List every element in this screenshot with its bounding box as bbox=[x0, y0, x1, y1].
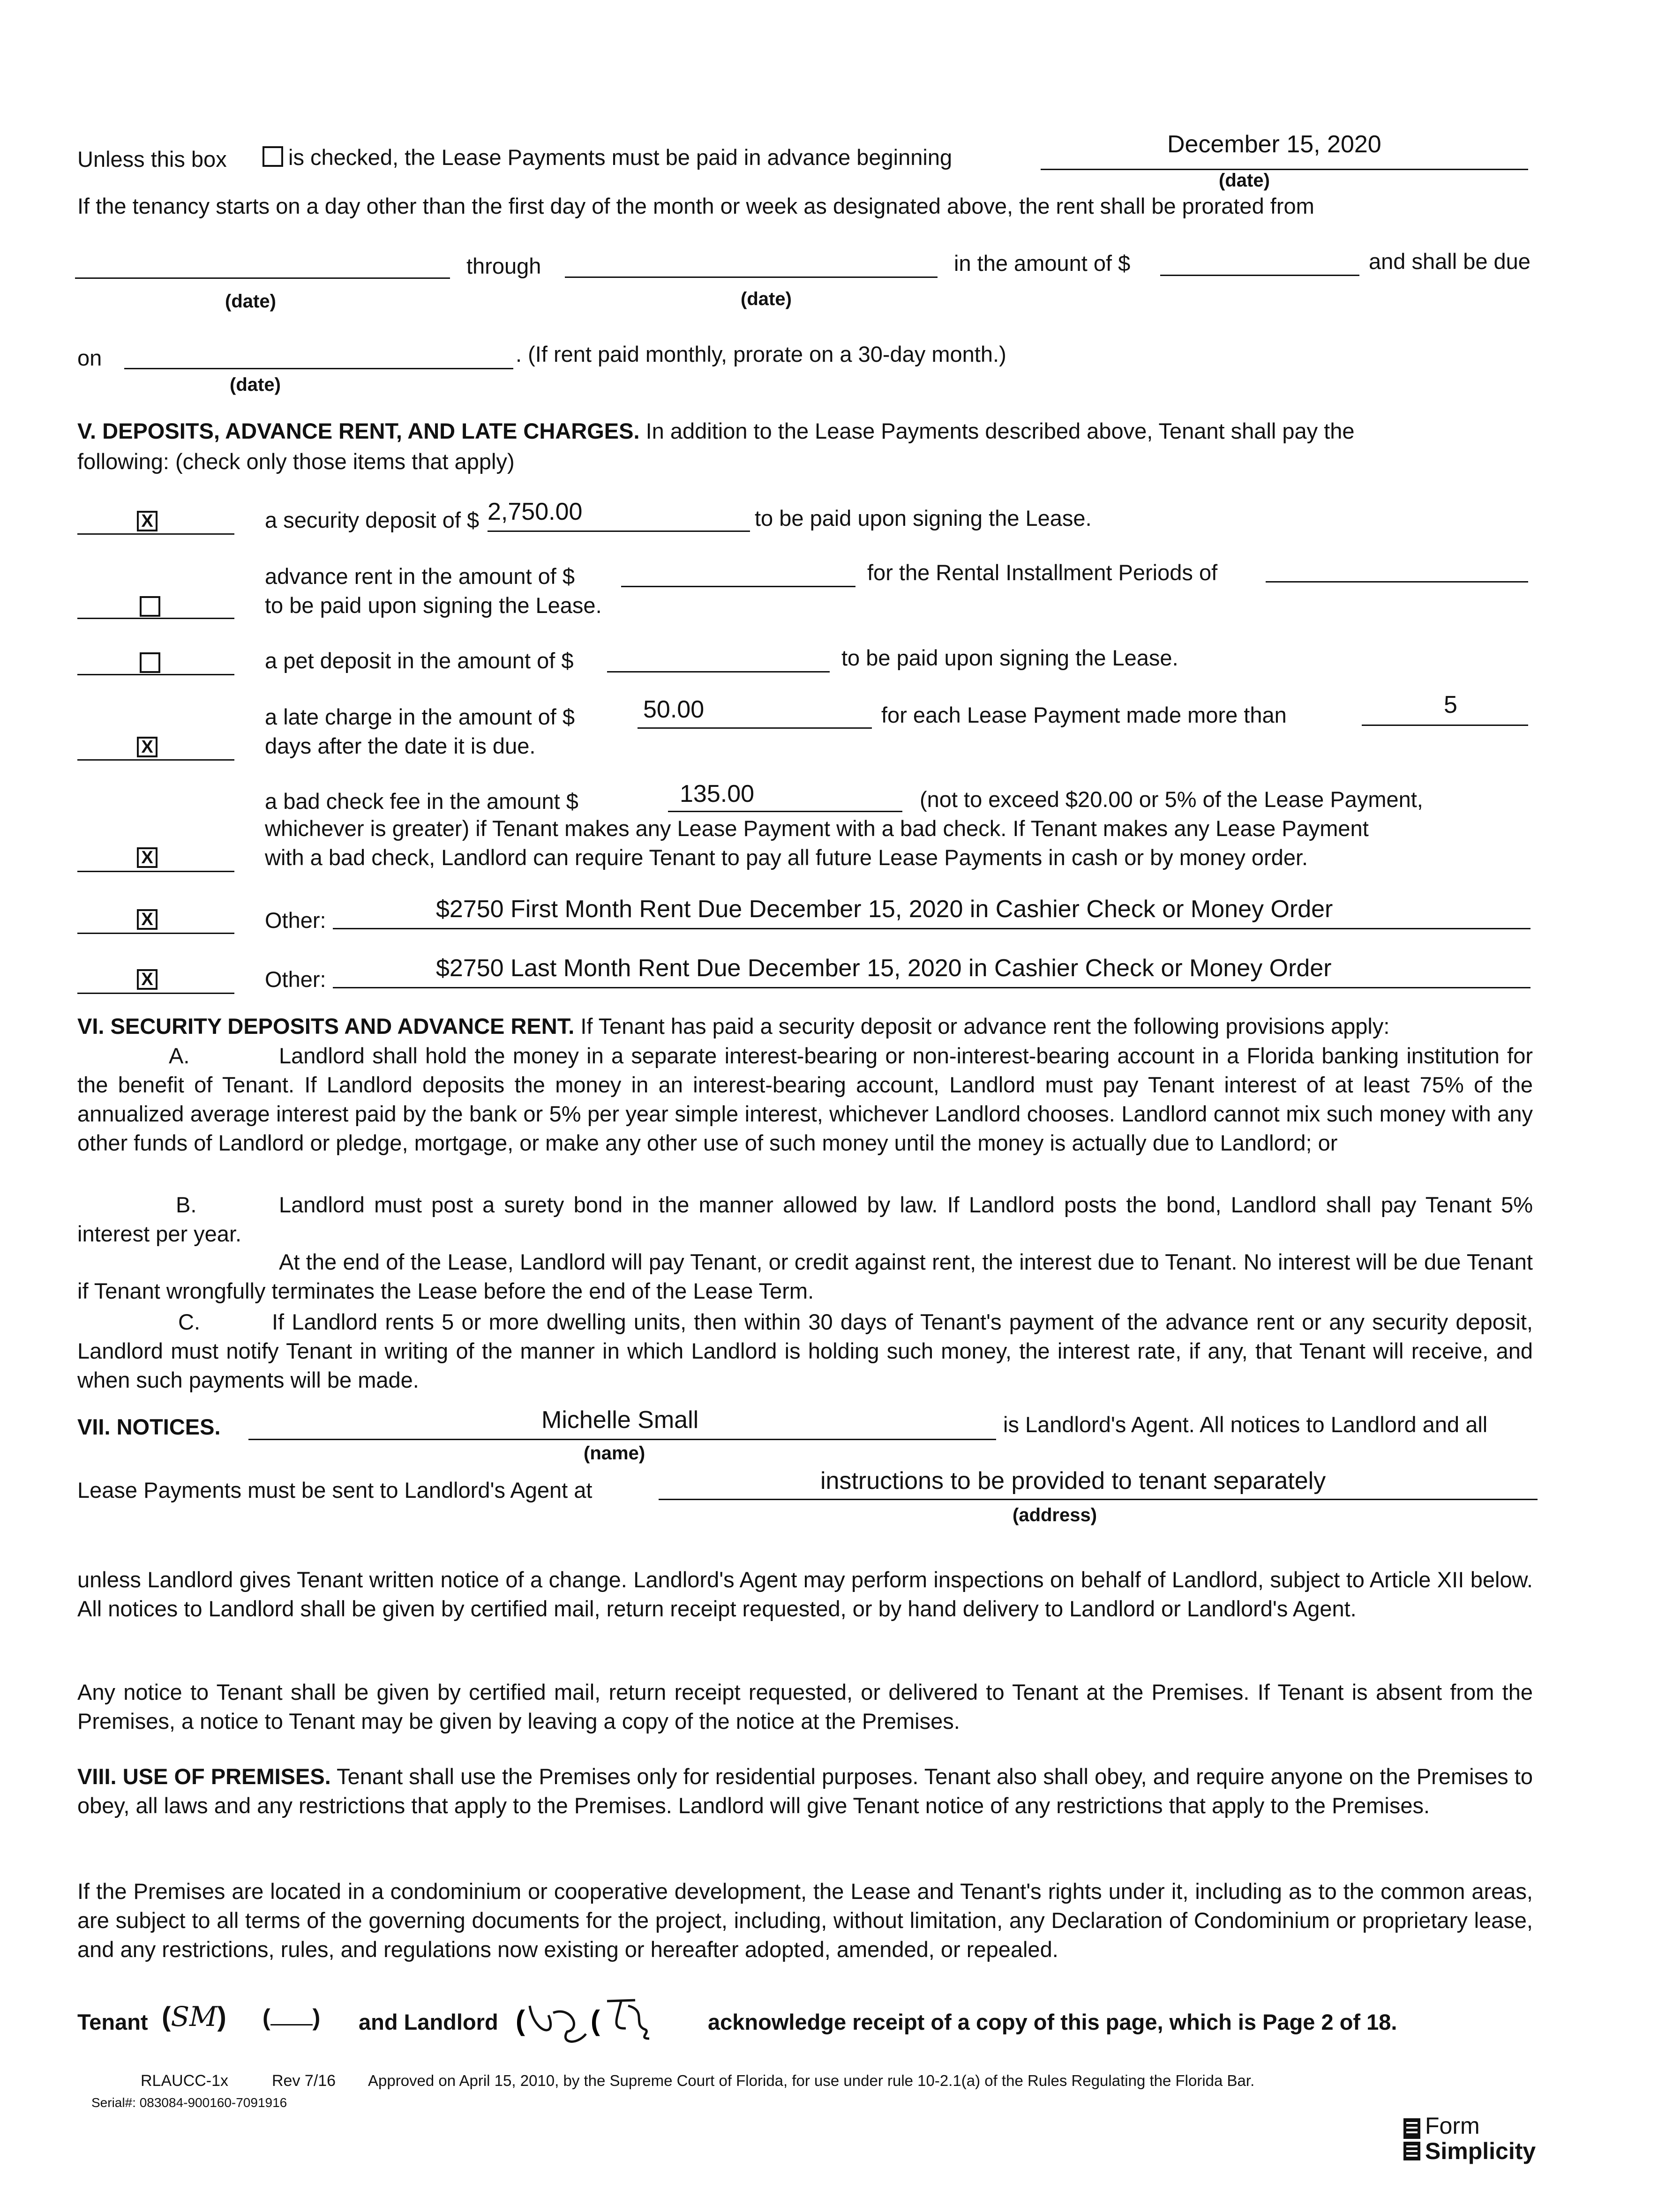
section-viii-para1 bbox=[77, 1762, 1533, 1820]
bad-check-text: a bad check fee in the amount $ bbox=[265, 789, 578, 814]
section-vii-para1: unless Landlord gives Tenant written notice of a change. Landlord's Agent may perform inspections on behalf of Landlord, subject to Article XII below. All notices to Landlord shall be given by certified mail, return receipt requested, or by hand delivery to Landlord or Landlord's Agent. bbox=[77, 1567, 1533, 1621]
section-v-line1 bbox=[77, 417, 1355, 445]
section-vi-b bbox=[77, 1190, 1533, 1248]
pet-deposit-text: a pet deposit in the amount of $ bbox=[265, 648, 574, 673]
agent-address-label: (address) bbox=[1013, 1505, 1097, 1525]
section-vi-intro: If Tenant has paid a security deposit or advance rent the following provisions apply: bbox=[580, 1014, 1390, 1039]
proration-through-date-label: (date) bbox=[741, 289, 792, 309]
bad-check-after: (not to exceed $20.00 or 5% of the Lease Payment, bbox=[920, 787, 1423, 812]
proration-text: If the tenancy starts on a day other than the first day of the month or week as designated above, the rent shall be prorated from bbox=[77, 194, 1314, 218]
late-charge-days[interactable]: 5 bbox=[1444, 691, 1457, 718]
other1-checkbox[interactable]: X bbox=[137, 909, 158, 930]
late-charge-checkbox[interactable]: X bbox=[137, 737, 158, 757]
brand-form: Form bbox=[1425, 2113, 1480, 2139]
other2-label: Other: bbox=[265, 967, 326, 992]
section-vi-a-text: Landlord shall hold the money in a separate interest-bearing or non-interest-bearing account in a Florida banking institution for the benefit of Tenant. If Landlord deposits the money in an interest-bearing account, Landlord must pay Tenant interest of at least 75% of the annualized average interest paid by the bank or 5% per year simple interest, whichever Landlord chooses. Landlord cannot mix such money with any other funds of Landlord or pledge, mortgage, or make any other use of such money until the money is actually due to Landlord; or bbox=[77, 1043, 1533, 1155]
section-vi-line1 bbox=[77, 1012, 1389, 1040]
form-approval: Approved on April 15, 2010, by the Supreme Court of Florida, for use under rule 10-2.1(a) of the Rules Regulating the Florida Bar. bbox=[368, 2072, 1255, 2089]
agent-after-name: is Landlord's Agent. All notices to Landlord and all bbox=[1003, 1412, 1488, 1437]
section-vi-b-label: B. bbox=[176, 1192, 197, 1217]
rent-start-date[interactable]: December 15, 2020 bbox=[1167, 131, 1381, 158]
bad-check-checkbox[interactable]: X bbox=[137, 847, 158, 868]
proration-due-date-label: (date) bbox=[230, 374, 281, 395]
proration-note: . (If rent paid monthly, prorate on a 30-day month.) bbox=[516, 342, 1006, 366]
tenant-initials-box[interactable]: (SM) bbox=[162, 2001, 226, 2033]
other1-value[interactable]: $2750 First Month Rent Due December 15, 2020 in Cashier Check or Money Order bbox=[436, 896, 1333, 923]
section-vii-para2: Any notice to Tenant shall be given by certified mail, return receipt requested, or delivered to Tenant at the Premises. If Tenant is absent from the Premises, a notice to Tenant may be given by leaving a copy of the notice at the Premises. bbox=[77, 1680, 1533, 1734]
tenant2-initials-box[interactable]: ( ) bbox=[263, 2004, 321, 2031]
section-v-heading: V. DEPOSITS, ADVANCE RENT, AND LATE CHARGES. bbox=[77, 418, 640, 443]
pet-deposit-after: to be paid upon signing the Lease. bbox=[841, 645, 1178, 670]
advance-rent-after: for the Rental Installment Periods of bbox=[867, 560, 1218, 585]
proration-amount-text: in the amount of $ bbox=[954, 251, 1131, 276]
security-deposit-checkbox[interactable]: X bbox=[137, 511, 158, 531]
section-vi-c-text: If Landlord rents 5 or more dwelling units, then within 30 days of Tenant's payment of the advance rent or any security deposit, Landlord must notify Tenant in writing of the manner in which Landlord is holding such money, the interest rate, if any, that Tenant will receive, and when such payments will be made. bbox=[77, 1309, 1533, 1392]
section-vi-a bbox=[77, 1041, 1533, 1158]
proration-through: through bbox=[466, 254, 541, 278]
section-viii-para1-text: Tenant shall use the Premises only for residential purposes. Tenant also shall obey, and require anyone on the Premises to obey, all laws and any restrictions that apply to the Premises. Landlord will give Tenant notice of any restrictions that apply to the Premises. bbox=[77, 1764, 1533, 1818]
bad-check-line2: whichever is greater) if Tenant makes any Lease Payment with a bad check. If Tenant makes any Lease Payment bbox=[265, 816, 1369, 841]
form-id: RLAUCC-1x bbox=[141, 2072, 229, 2090]
late-charge-text: a late charge in the amount of $ bbox=[265, 704, 575, 729]
document-stack-icon bbox=[1402, 2116, 1425, 2163]
bad-check-amount[interactable]: 135.00 bbox=[680, 780, 755, 807]
security-deposit-amount[interactable]: 2,750.00 bbox=[488, 498, 583, 525]
other2-checkbox[interactable]: X bbox=[137, 969, 158, 990]
section-vi-b-text: Landlord must post a surety bond in the manner allowed by law. If Landlord posts the bond, Landlord shall pay Tenant 5% interest per year. bbox=[77, 1192, 1533, 1246]
agent-address[interactable]: instructions to be provided to tenant separately bbox=[820, 1467, 1326, 1495]
section-vi-a-label: A. bbox=[169, 1043, 190, 1068]
svg-text:(: ( bbox=[591, 2005, 600, 2036]
ack-tenant: Tenant bbox=[77, 2010, 148, 2034]
rent-start-date-label: (date) bbox=[1219, 170, 1270, 191]
section-v-intro-a: In addition to the Lease Payments described above, Tenant shall pay the bbox=[645, 418, 1355, 443]
security-deposit-text: a security deposit of $ bbox=[265, 508, 480, 532]
tenant-initials: SM bbox=[171, 2001, 218, 2033]
ack-text: acknowledge receipt of a copy of this page, which is Page 2 of 18. bbox=[708, 2010, 1397, 2034]
brand-simplicity: Simplicity bbox=[1425, 2138, 1536, 2164]
section-vi-c-label: C. bbox=[178, 1309, 200, 1334]
landlord-initials-signature[interactable] bbox=[516, 1987, 736, 2053]
section-v-intro-b: following: (check only those items that apply) bbox=[77, 449, 515, 474]
section-viii-para2: If the Premises are located in a condominium or cooperative development, the Lease and Tenant's rights under it, including as to the common areas, are subject to all terms of the governing documents for the project, including, without limitation, any Declaration of Condominium or proprietary lease, and any restrictions, rules, and regulations now existing or hereafter adopted, amended, or repealed. bbox=[77, 1879, 1533, 1962]
late-charge-after: for each Lease Payment made more than bbox=[881, 702, 1287, 727]
other2-value[interactable]: $2750 Last Month Rent Due December 15, 2020 in Cashier Check or Money Order bbox=[436, 955, 1332, 982]
proration-on: on bbox=[77, 345, 102, 370]
rent-start-text-after: is checked, the Lease Payments must be paid in advance beginning bbox=[288, 145, 953, 170]
section-vi-c bbox=[77, 1308, 1533, 1395]
proration-from-date-label: (date) bbox=[225, 291, 276, 312]
agent-name-label: (name) bbox=[584, 1443, 645, 1464]
rent-start-text-before: Unless this box bbox=[77, 147, 227, 172]
serial-number: Serial#: 083084-900160-7091916 bbox=[91, 2095, 287, 2110]
advance-payment-checkbox[interactable] bbox=[263, 146, 283, 167]
section-vi-heading: VI. SECURITY DEPOSITS AND ADVANCE RENT. bbox=[77, 1014, 575, 1039]
proration-due-text: and shall be due bbox=[1369, 249, 1530, 274]
other1-label: Other: bbox=[265, 908, 326, 933]
bad-check-line3: with a bad check, Landlord can require Tenant to pay all future Lease Payments in cash or by money order. bbox=[265, 845, 1308, 870]
section-viii-heading: VIII. USE OF PREMISES. bbox=[77, 1764, 331, 1789]
svg-text:(: ( bbox=[516, 2005, 525, 2036]
pet-deposit-checkbox[interactable] bbox=[140, 652, 160, 673]
form-rev: Rev 7/16 bbox=[272, 2072, 336, 2090]
late-charge-amount[interactable]: 50.00 bbox=[643, 696, 705, 723]
advance-rent-line2: to be paid upon signing the Lease. bbox=[265, 593, 602, 618]
ack-and-landlord: and Landlord bbox=[359, 2010, 498, 2034]
advance-rent-text: advance rent in the amount of $ bbox=[265, 564, 575, 589]
section-vii-heading: VII. NOTICES. bbox=[77, 1414, 221, 1439]
late-charge-line2: days after the date it is due. bbox=[265, 733, 536, 758]
payments-address-text: Lease Payments must be sent to Landlord's Agent at bbox=[77, 1478, 593, 1502]
security-deposit-after: to be paid upon signing the Lease. bbox=[755, 506, 1092, 531]
section-vi-end: At the end of the Lease, Landlord will pay Tenant, or credit against rent, the interest due to Tenant. No interest will be due Tenant if Tenant wrongfully terminates the Lease before the end of the Lease Term. bbox=[77, 1249, 1533, 1303]
advance-rent-checkbox[interactable] bbox=[140, 596, 160, 617]
agent-name[interactable]: Michelle Small bbox=[541, 1406, 699, 1434]
